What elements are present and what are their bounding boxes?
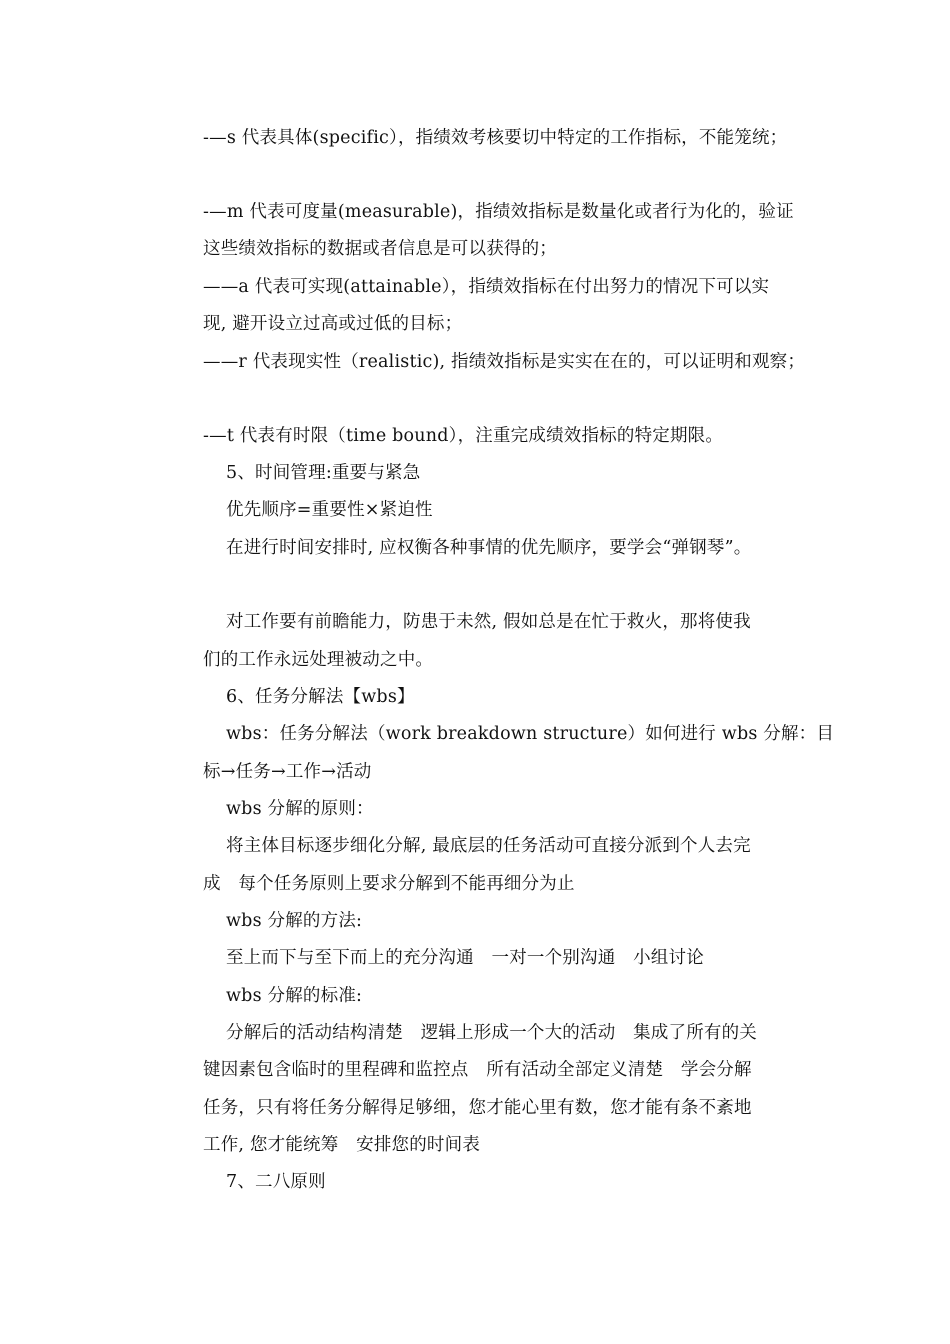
wbs-method-heading: wbs 分解的方法: xyxy=(226,911,363,931)
priority-paragraph: 在进行时间安排时, 应权衡各种事情的优先顺序，要学会“弹钢琴”。 xyxy=(226,538,752,558)
wbs-method-text: 至上而下与至下而上的充分沟通 一对一个别沟通 小组讨论 xyxy=(226,948,704,968)
wbs-standard-3: 任务，只有将任务分解得足够细，您才能心里有数，您才能有条不紊地 xyxy=(203,1098,752,1118)
smart-r-line: ——r 代表现实性（realistic), 指绩效指标是实实在在的，可以证明和观察； xyxy=(203,352,806,372)
section-6-heading: 6、任务分解法【wbs】 xyxy=(226,687,415,707)
smart-a-line-1: ——a 代表可实现(attainable），指绩效指标在付出努力的情况下可以实 xyxy=(203,277,770,297)
smart-t-line: -—t 代表有时限（time bound），注重完成绩效指标的特定期限。 xyxy=(203,426,724,446)
wbs-standard-heading: wbs 分解的标准: xyxy=(226,986,363,1006)
smart-a-line-2: 现, 避开设立过高或过低的目标； xyxy=(203,314,463,334)
section-7-heading: 7、二八原则 xyxy=(226,1172,326,1192)
smart-m-line-2: 这些绩效指标的数据或者信息是可以获得的； xyxy=(203,239,557,259)
smart-s-line: -—s 代表具体(specific），指绩效考核要切中特定的工作指标，不能笼统； xyxy=(203,128,788,148)
section-5-heading: 5、时间管理:重要与紧急 xyxy=(226,463,421,483)
wbs-principle-heading: wbs 分解的原则： xyxy=(226,799,374,819)
foresight-paragraph-1: 对工作要有前瞻能力，防患于未然, 假如总是在忙于救火，那将使我 xyxy=(226,612,751,632)
wbs-definition-1: wbs：任务分解法（work breakdown structure）如何进行 wbs 分解：目 xyxy=(226,724,835,744)
wbs-principle-1: 将主体目标逐步细化分解, 最底层的任务活动可直接分派到个人去完 xyxy=(226,836,751,856)
wbs-principle-2: 成 每个任务原则上要求分解到不能再细分为止 xyxy=(203,874,575,894)
wbs-standard-4: 工作, 您才能统筹 安排您的时间表 xyxy=(203,1135,481,1155)
wbs-standard-2: 键因素包含临时的里程碑和监控点 所有活动全部定义清楚 学会分解 xyxy=(203,1060,752,1080)
priority-formula: 优先顺序=重要性×紧迫性 xyxy=(226,500,433,520)
wbs-definition-2: 标→任务→工作→活动 xyxy=(203,762,372,782)
foresight-paragraph-2: 们的工作永远处理被动之中。 xyxy=(203,650,434,670)
smart-m-line-1: -—m 代表可度量(measurable)，指绩效指标是数量化或者行为化的，验证 xyxy=(203,202,794,222)
wbs-standard-1: 分解后的活动结构清楚 逻辑上形成一个大的活动 集成了所有的关 xyxy=(226,1023,757,1043)
